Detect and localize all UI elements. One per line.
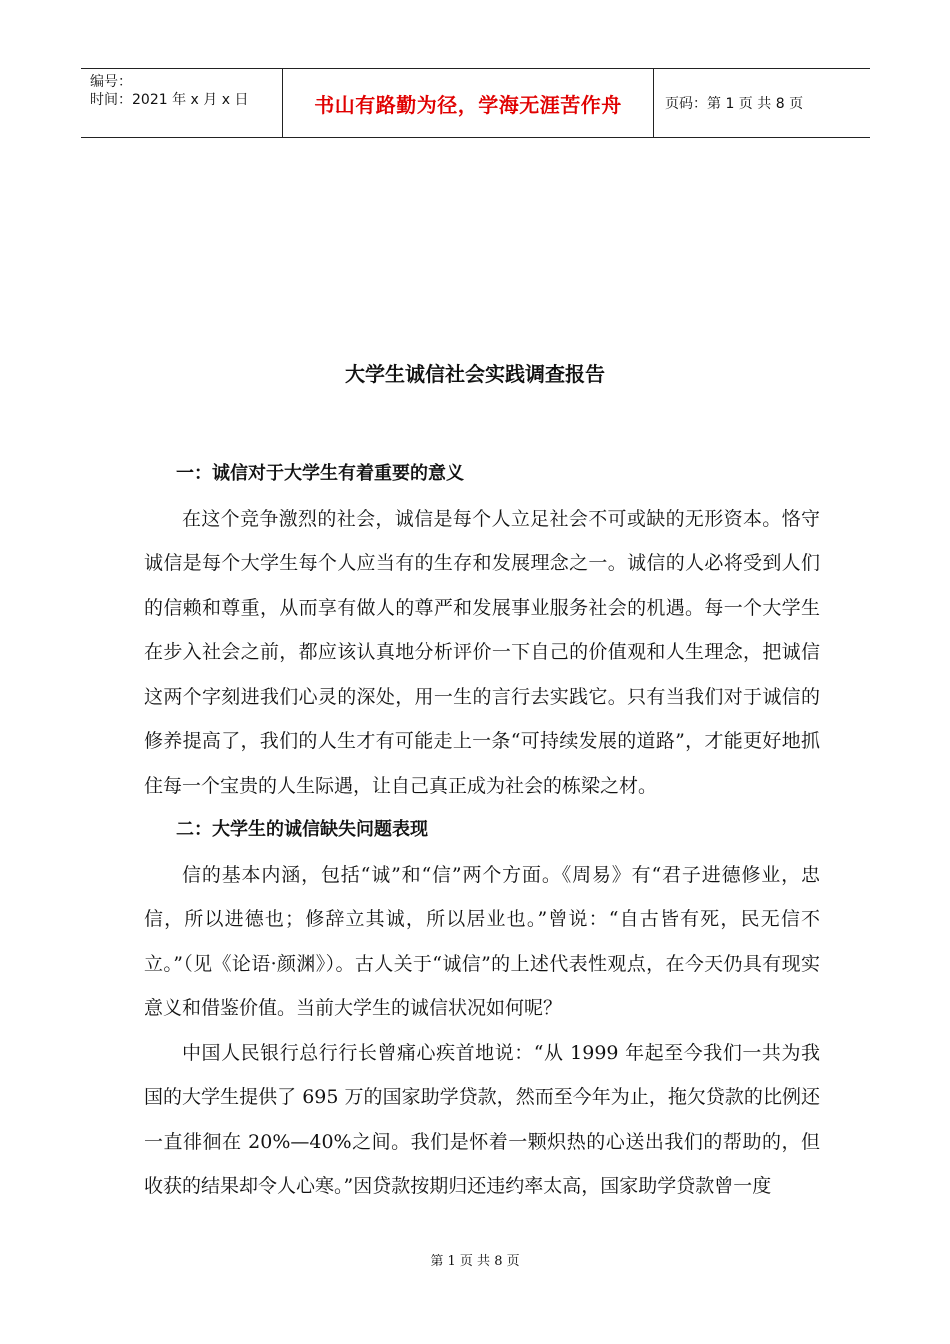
document-body bbox=[144, 452, 820, 1209]
page-code: 页码：第 1 页 共 8 页 bbox=[665, 96, 804, 112]
paragraph-3: 中国人民银行总行行长曾痛心疾首地说：“从 1999 年起至今我们一共为我国的大学生提供了 695 万的国家助学贷款，然而至今年为止，拖欠贷款的比例还一直徘徊在 20%—40%之间。我们是怀着一颗炽热的心送出我们的帮助的，但收获的结果却令人心寒。”因贷款按期归还违约率太高，国家助学贷款曾一度 bbox=[144, 1041, 820, 1197]
document-header bbox=[81, 68, 870, 138]
section-heading-2: 二：大学生的诚信缺失问题表现 bbox=[176, 819, 428, 840]
document-title: 大学生诚信社会实践调查报告 bbox=[345, 362, 605, 386]
serial-label: 编号： bbox=[90, 74, 132, 90]
header-motto-cell bbox=[283, 69, 654, 137]
page-footer: 第 1 页 共 8 页 bbox=[430, 1254, 520, 1269]
motto-text: 书山有路勤为径，学海无涯苦作舟 bbox=[314, 92, 622, 117]
header-page-cell bbox=[654, 69, 870, 137]
time-label: 时间：2021 年 x 月 x 日 bbox=[90, 92, 249, 108]
paragraph-1: 在这个竞争激烈的社会，诚信是每个人立足社会不可或缺的无形资本。恪守诚信是每个大学生每个人应当有的生存和发展理念之一。诚信的人必将受到人们的信赖和尊重，从而享有做人的尊严和发展事业服务社会的机遇。每一个大学生在步入社会之前，都应该认真地分析评价一下自己的价值观和人生理念，把诚信这两个字刻进我们心灵的深处，用一生的言行去实践它。只有当我们对于诚信的修养提高了，我们的人生才有可能走上一条“可持续发展的道路”，才能更好地抓住每一个宝贵的人生际遇，让自己真正成为社会的栋梁之材。 bbox=[144, 507, 820, 797]
paragraph-2: 信的基本内涵，包括“诚”和“信”两个方面。《周易》有“君子进德修业，忠信，所以进德也；修辞立其诚，所以居业也。”曾说：“自古皆有死，民无信不立。”（见《论语·颜渊》）。古人关于“诚信”的上述代表性观点，在今天仍具有现实意义和借鉴价值。当前大学生的诚信状况如何呢？ bbox=[144, 863, 820, 1019]
header-meta-cell bbox=[81, 69, 283, 137]
section-heading-1: 一：诚信对于大学生有着重要的意义 bbox=[176, 463, 464, 484]
